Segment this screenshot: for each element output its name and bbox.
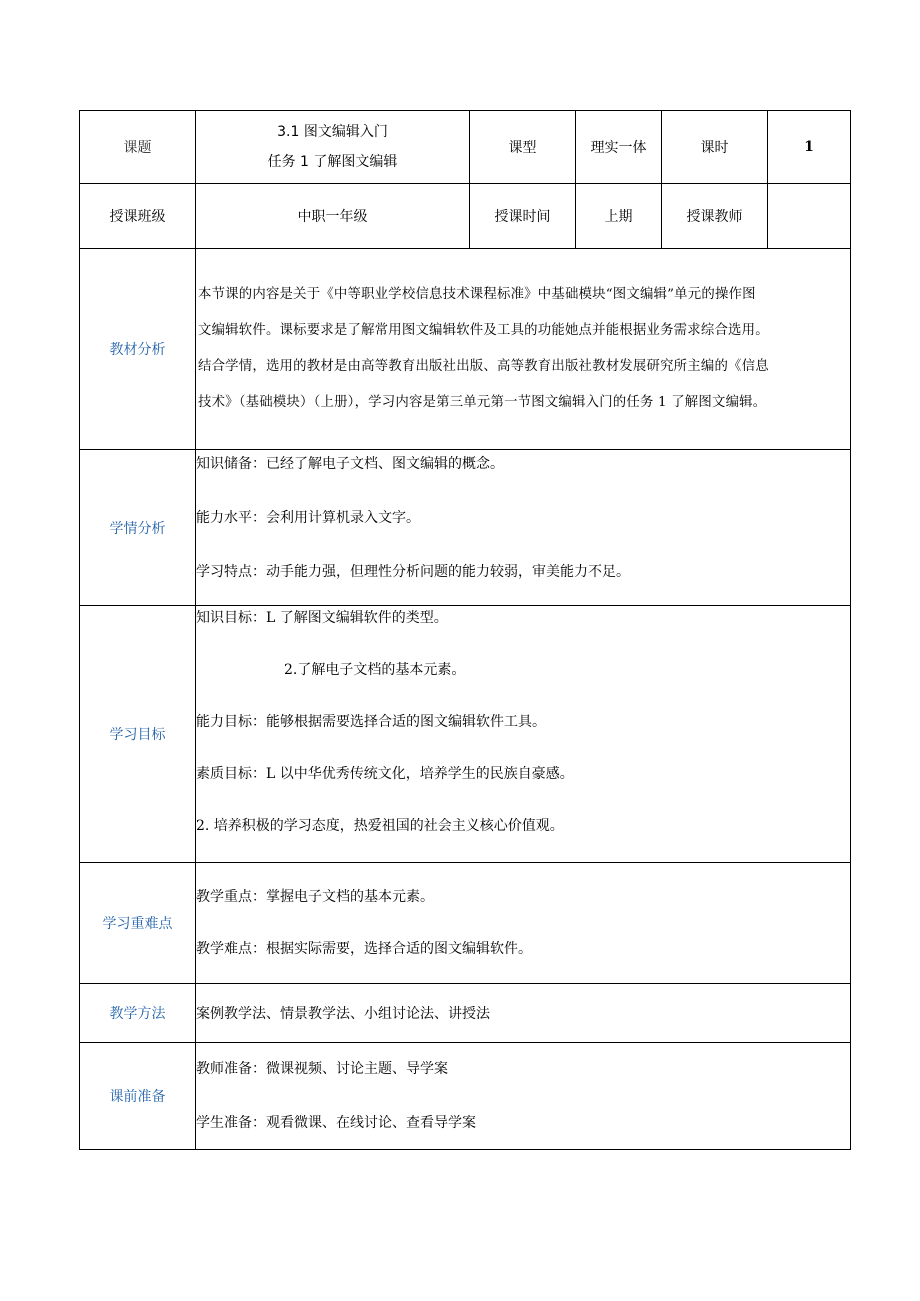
keypoints-difficult: 教学难点：根据实际需要，选择合适的图文编辑软件。: [196, 941, 532, 957]
goals-ability: 能力目标：能够根据需要选择合适的图文编辑软件工具。: [196, 714, 546, 730]
type-label: 课型: [470, 111, 576, 184]
methods-value: 案例教学法、情景教学法、小组讨论法、讲授法: [196, 984, 851, 1043]
class-info-row: [80, 184, 851, 249]
students-ability: 能力水平：会利用计算机录入文字。: [196, 510, 420, 526]
students-content: [196, 450, 851, 606]
prep-student: 学生准备：观看微课、在线讨论、查看导学案: [196, 1115, 476, 1131]
keypoints-label: 学习重难点: [80, 863, 196, 984]
goals-row: [80, 606, 851, 863]
type-value: 理实一体: [576, 111, 662, 184]
teacher-value: [768, 184, 851, 249]
textbook-line: 结合学情，选用的教材是由高等教育出版社出版、高等教育出版社教材发展研究所主编的《信息: [198, 359, 769, 374]
students-row: [80, 450, 851, 606]
hours-label: 课时: [662, 111, 768, 184]
header-row: [80, 111, 851, 184]
time-label: 授课时间: [470, 184, 576, 249]
methods-label: 教学方法: [80, 984, 196, 1043]
topic-label: 课题: [80, 111, 196, 184]
keypoints-row: [80, 863, 851, 984]
goals-label: 学习目标: [80, 606, 196, 863]
students-traits: 学习特点：动手能力强，但理性分析问题的能力较弱，审美能力不足。: [196, 564, 630, 580]
methods-row: [80, 984, 851, 1043]
teacher-label: 授课教师: [662, 184, 768, 249]
students-knowledge: 知识储备：已经了解电子文档、图文编辑的概念。: [196, 456, 504, 472]
topic-line-2: 任务 1 了解图文编辑: [267, 154, 398, 170]
prep-row: [80, 1043, 851, 1150]
topic-line-1: 3.1 图文编辑入门: [277, 124, 388, 140]
textbook-line: 技术》（基础模块）（上册），学习内容是第三单元第一节图文编辑入门的任务 1 了解图文编辑。: [198, 395, 767, 410]
goals-knowledge-1: 知识目标：L 了解图文编辑软件的类型。: [196, 610, 448, 626]
goals-quality-1: 素质目标：L 以中华优秀传统文化，培养学生的民族自豪感。: [196, 766, 574, 782]
class-value: 中职一年级: [196, 184, 470, 249]
prep-label: 课前准备: [80, 1043, 196, 1150]
textbook-line: 文编辑软件。课标要求是了解常用图文编辑软件及工具的功能她点并能根据业务需求综合选用。: [198, 323, 769, 338]
textbook-content: [196, 249, 851, 450]
hours-value: 1: [768, 111, 851, 184]
textbook-row: [80, 249, 851, 450]
textbook-line: 本节课的内容是关于《中等职业学校信息技术课程标准》中基础模块“图文编辑”单元的操作图: [198, 287, 756, 302]
prep-content: [196, 1043, 851, 1150]
keypoints-key: 教学重点：掌握电子文档的基本元素。: [196, 889, 434, 905]
topic-value: [196, 111, 470, 184]
students-label: 学情分析: [80, 450, 196, 606]
prep-teacher: 教师准备：微课视频、讨论主题、导学案: [196, 1061, 448, 1077]
textbook-label: 教材分析: [80, 249, 196, 450]
time-value: 上期: [576, 184, 662, 249]
goals-quality-2: 2. 培养积极的学习态度，热爱祖国的社会主义核心价值观。: [196, 818, 564, 834]
class-label: 授课班级: [80, 184, 196, 249]
keypoints-content: [196, 863, 851, 984]
goals-knowledge-2: 2.了解电子文档的基本元素。: [284, 662, 466, 678]
goals-content: [196, 606, 851, 863]
lesson-plan-table: [79, 110, 851, 1150]
